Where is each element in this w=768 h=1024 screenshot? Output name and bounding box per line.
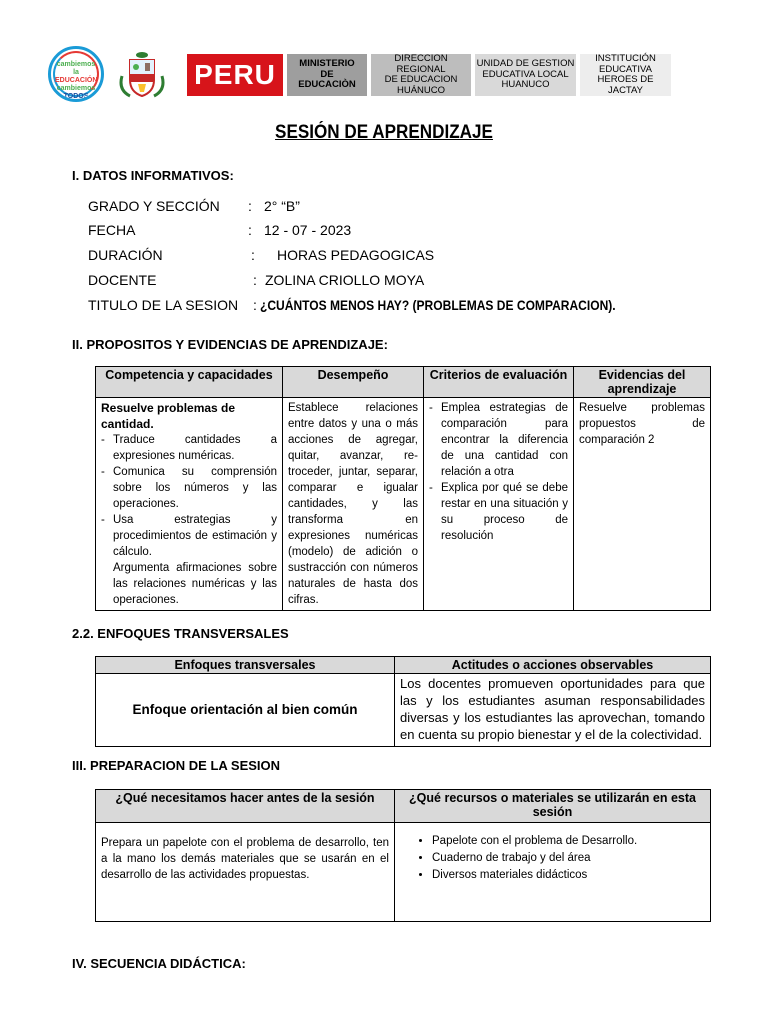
- table-header: ¿Qué necesitamos hacer antes de la sesión: [96, 790, 395, 823]
- info-value-docente: ZOLINA CRIOLLO MOYA: [265, 272, 425, 288]
- logo-text-line: EDUCACIÓN: [55, 77, 98, 84]
- enfoques-table: [95, 656, 711, 747]
- header-line: JACTAY: [607, 84, 643, 96]
- preparacion-table: [95, 789, 711, 922]
- header-line: HUÁNUCO: [396, 84, 446, 96]
- info-label: FECHA: [88, 222, 136, 238]
- header-line: HEROES DE: [597, 74, 654, 85]
- info-colon: :: [248, 222, 252, 238]
- table-header: Enfoques transversales: [96, 657, 395, 674]
- info-value-duracion: HORAS PEDAGOGICAS: [277, 247, 435, 263]
- header-line: EDUCACIÒN: [298, 79, 356, 91]
- header-line: INSTITUCIÓN: [595, 53, 656, 64]
- logo-text-line: cambiemos la: [56, 61, 96, 76]
- header-line: EDUCATIVA LOCAL: [482, 68, 569, 80]
- capacidad-item: - Comunica su comprensión sobre los números y las operaciones.: [101, 464, 277, 512]
- header-line: HUANUCO: [501, 79, 550, 91]
- table-header: ¿Qué recursos o materiales se utilizarán en esta sesión: [395, 790, 711, 823]
- recurso-item: • Cuaderno de trabajo y del área: [432, 850, 705, 867]
- peru-coat-of-arms-icon: [114, 46, 170, 102]
- education-campaign-logo: [48, 46, 104, 102]
- section-heading-propositos: II. PROPOSITOS Y EVIDENCIAS DE APRENDIZAJE:: [72, 337, 388, 352]
- info-value-fecha: 12 - 07 - 2023: [264, 222, 352, 238]
- logo-text-line: cambiemos: [56, 85, 96, 92]
- header-line: MINISTERIO: [299, 58, 355, 70]
- competencia-title: Resuelve problemas de cantidad.: [101, 401, 236, 431]
- propositos-table: [95, 366, 711, 611]
- table-header: Desempeño: [283, 367, 424, 398]
- section-heading-secuencia: IV. SECUENCIA DIDÁCTICA:: [72, 956, 246, 971]
- header-line: UNIDAD DE GESTION: [476, 58, 575, 70]
- logo-text-line: TODOS: [63, 93, 89, 100]
- info-label: GRADO Y SECCIÓN: [88, 198, 220, 214]
- desempeno-cell: Establece relaciones entre datos y una o más acciones de agregar, quitar, avanzar, re-troceder, juntar, separar, comparar e igualar cantidades, y las transforma en expresiones numéricas (modelo) de adición o sustracción con números naturales de hasta dos cifras.: [283, 398, 424, 611]
- table-header: Criterios de evaluación: [424, 367, 574, 398]
- section-heading-preparacion: III. PREPARACION DE LA SESION: [72, 758, 281, 773]
- criterio-item: - Explica por qué se debe restar en una situación y su proceso de resolución: [429, 480, 568, 544]
- header-line: DE EDUCACION: [384, 74, 458, 85]
- table-header: Evidencias del aprendizaje: [574, 367, 711, 398]
- info-value-grado: 2° “B”: [264, 198, 300, 214]
- info-value-titulo: ¿CUÁNTOS MENOS HAY? (PROBLEMAS DE COMPARACION).: [260, 297, 616, 313]
- header-ugel-box: [475, 54, 576, 96]
- section-heading-datos: I. DATOS INFORMATIVOS:: [72, 168, 234, 183]
- header-school-box: [580, 54, 671, 96]
- info-colon: :: [253, 297, 257, 313]
- header-line: DIRECCION: [394, 53, 448, 64]
- info-colon: :: [253, 272, 257, 288]
- evidencias-cell: Resuelve problemas propuestos de comparación 2: [574, 398, 711, 611]
- peru-brand-logo: PERU: [187, 54, 283, 96]
- actitudes-cell: Los docentes promueven oportunidades para que las y los estudiantes asuman responsabilidades diversas y los estudiantes las aprovechan, tomando en cuenta su propio bienestar y el de la colectividad.: [395, 674, 711, 747]
- header-line: EDUCATIVA: [599, 63, 652, 75]
- capacidad-item: - Usa estrategias y procedimientos de estimación y cálculo.: [101, 512, 277, 560]
- info-label: DURACIÓN: [88, 247, 163, 263]
- capacidad-item: - Traduce cantidades a expresiones numéricas.: [101, 432, 277, 464]
- criterio-item: - Emplea estrategias de comparación para encontrar la diferencia de una cantidad con relación a otra: [429, 400, 568, 480]
- enfoque-cell: Enfoque orientación al bien común: [96, 674, 395, 747]
- recurso-item: • Diversos materiales didácticos: [432, 867, 705, 884]
- info-colon: :: [251, 247, 255, 263]
- section-heading-enfoques: 2.2. ENFOQUES TRANSVERSALES: [72, 626, 289, 641]
- header-line: REGIONAL: [396, 63, 446, 75]
- table-header: Actitudes o acciones observables: [395, 657, 711, 674]
- recurso-item: • Papelote con el problema de Desarrollo.: [432, 833, 705, 850]
- info-label: DOCENTE: [88, 272, 157, 288]
- document-title: SESIÓN DE APRENDIZAJE: [275, 122, 493, 143]
- header-ministry-box: [287, 54, 367, 96]
- info-colon: :: [248, 198, 252, 214]
- header-line: DE: [320, 68, 334, 80]
- antes-cell: Prepara un papelote con el problema de desarrollo, ten a la mano los demás materiales que se usarán en el desarrollo de las actividades propuestas.: [96, 823, 395, 922]
- capacidad-item: Argumenta afirmaciones sobre las relaciones numéricas y las operaciones.: [113, 562, 277, 606]
- info-label: TITULO DE LA SESION: [88, 297, 239, 313]
- header-dre-box: [371, 54, 471, 96]
- table-header: Competencia y capacidades: [96, 367, 283, 398]
